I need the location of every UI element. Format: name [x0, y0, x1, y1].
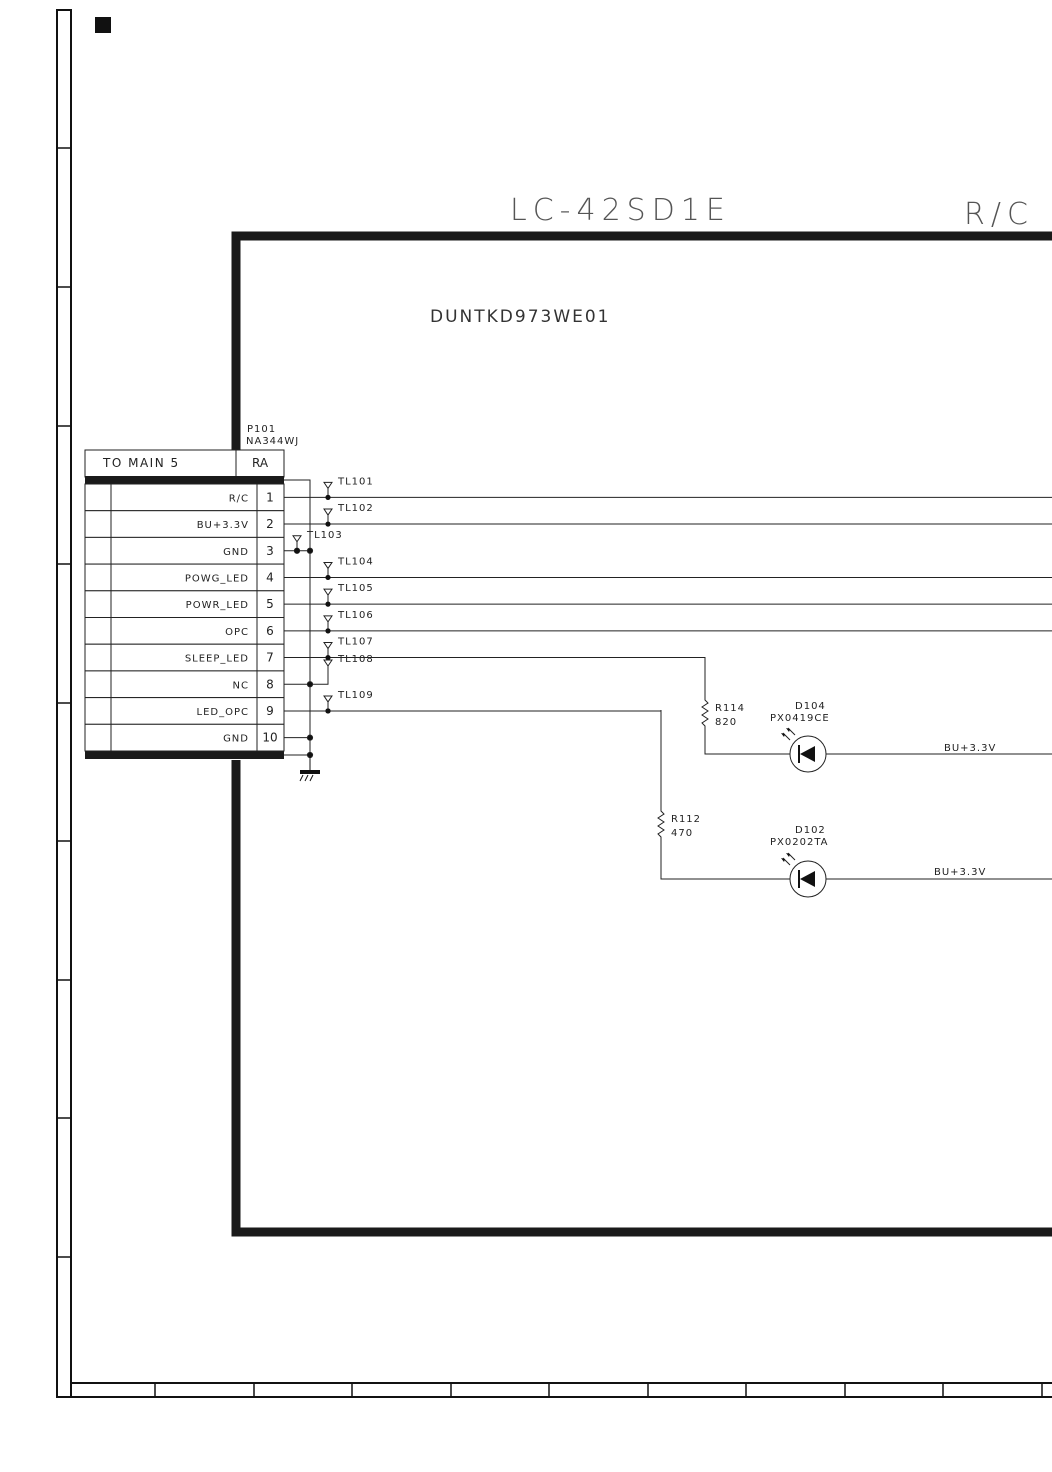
ground-symbol — [300, 755, 320, 781]
pin-signal-label: GND — [223, 733, 249, 745]
d104-part: PX0419CE — [770, 713, 830, 724]
connector-p101 — [85, 424, 299, 759]
test-point-label: TL108 — [338, 654, 374, 665]
connector-pin-row — [85, 644, 284, 671]
pin-signal-label: OPC — [225, 626, 249, 638]
pin-number: 10 — [262, 730, 278, 745]
connector-destination: TO MAIN 5 — [103, 456, 180, 470]
test-point — [293, 530, 343, 554]
connector-ref: P101 — [247, 424, 277, 435]
pin-number: 8 — [266, 677, 274, 692]
d102-part: PX0202TA — [770, 837, 829, 848]
test-point — [324, 610, 374, 634]
test-point — [324, 654, 374, 670]
section-title: R/C — [964, 197, 1034, 232]
test-point — [324, 503, 374, 527]
pin-signal-label: POWG_LED — [184, 573, 249, 585]
board-outline — [236, 236, 1052, 1232]
section-marker — [95, 17, 111, 33]
junction-dot — [307, 548, 312, 553]
connector-pin-row — [85, 618, 284, 645]
d102-ref: D102 — [795, 825, 826, 836]
pin-number: 2 — [266, 517, 274, 532]
d102-net: BU+3.3V — [934, 867, 987, 878]
led-d104 — [770, 701, 1052, 772]
connector-pin-row — [85, 511, 284, 538]
junction-dot — [307, 682, 312, 687]
junction-dot — [307, 735, 312, 740]
r112-value: 470 — [671, 828, 694, 839]
test-point-label: TL109 — [338, 689, 374, 701]
pin-signal-label: NC — [232, 680, 249, 692]
pin-signal-label: BU+3.3V — [196, 520, 249, 532]
pin-signal-label: R/C — [228, 493, 249, 505]
pin-signal-label: SLEEP_LED — [184, 653, 249, 665]
ground-bus — [284, 480, 310, 755]
resistor-r112 — [658, 710, 790, 879]
resistor-r114 — [702, 657, 790, 754]
pin-number: 3 — [266, 543, 274, 558]
unit-code: DUNTKD973WE01 — [430, 307, 611, 327]
r112-ref: R112 — [671, 814, 702, 825]
pin-signal-label: POWR_LED — [185, 600, 249, 612]
pin-signal-label: GND — [223, 546, 249, 558]
junction-dot — [325, 708, 330, 713]
nc-wire — [284, 670, 328, 684]
d104-ref: D104 — [795, 701, 826, 712]
connector-pin-row — [85, 591, 284, 618]
pin-number: 5 — [266, 597, 274, 612]
connector-pin-row — [85, 671, 284, 698]
connector-header-code: RA — [252, 456, 269, 470]
connector-pin-row — [85, 537, 284, 564]
r114-value: 820 — [715, 717, 738, 728]
connector-pin-row — [85, 564, 284, 591]
connector-pin-row — [85, 698, 284, 725]
pin-number: 7 — [266, 650, 274, 665]
connector-pin-row — [85, 724, 284, 751]
test-point-label: TL106 — [338, 609, 374, 621]
test-point — [324, 476, 374, 500]
pin-number: 1 — [266, 490, 274, 505]
test-point — [324, 556, 374, 580]
test-point-label: TL107 — [338, 636, 374, 648]
pin-number: 6 — [266, 623, 274, 638]
test-point-label: TL101 — [338, 476, 374, 488]
connector-part: NA344WJ — [246, 436, 300, 447]
test-point-label: TL104 — [338, 556, 374, 568]
test-point-label: TL105 — [338, 583, 374, 595]
pin-signal-label: LED_OPC — [196, 706, 249, 718]
pin-number: 4 — [266, 570, 274, 585]
model-title: LC-42SD1E — [510, 193, 731, 228]
pin-number: 9 — [266, 703, 274, 718]
test-point-label: TL102 — [338, 503, 374, 515]
test-point-label: TL103 — [307, 529, 343, 541]
test-point — [324, 690, 374, 714]
r114-ref: R114 — [715, 703, 746, 714]
d104-net: BU+3.3V — [944, 743, 997, 754]
connector-pin-row — [85, 484, 284, 511]
led-d102 — [770, 825, 1052, 897]
test-point — [324, 583, 374, 607]
